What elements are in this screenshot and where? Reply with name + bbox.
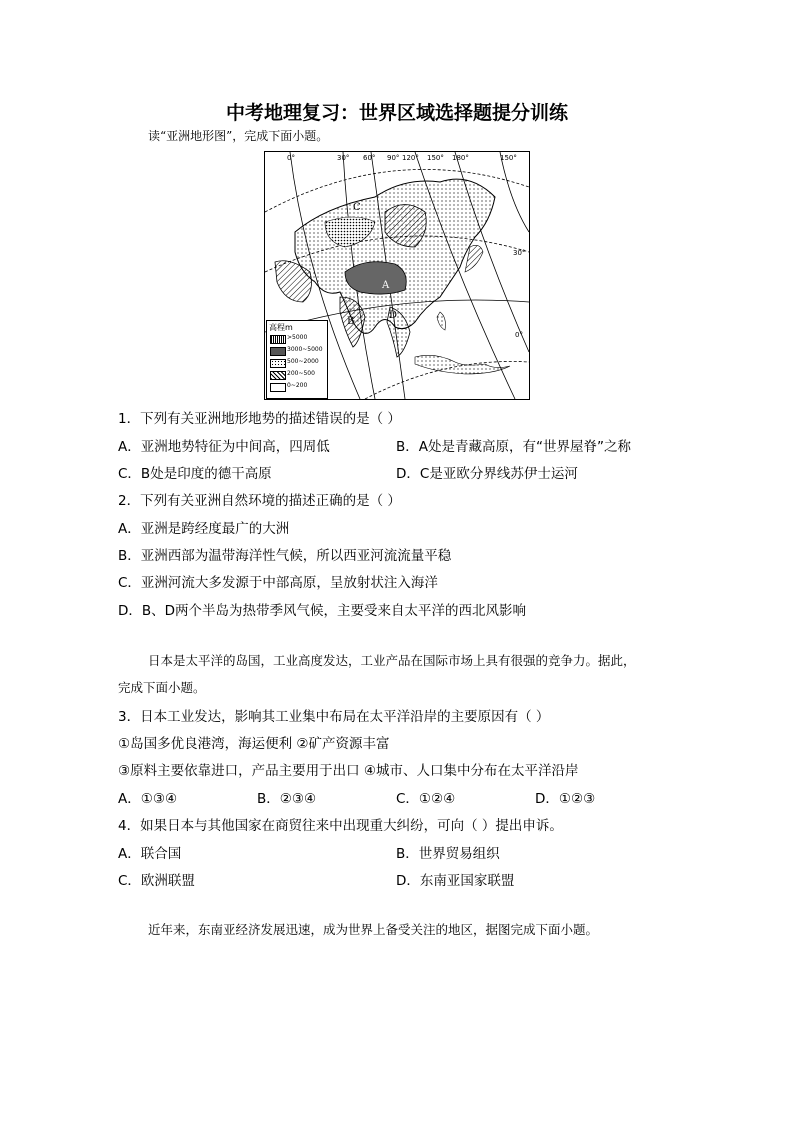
legend-label: 500~2000 xyxy=(287,358,319,365)
lat-label-30: 30° xyxy=(513,249,526,257)
point-label-c: C xyxy=(353,202,361,213)
lon-label-1: 30° xyxy=(337,154,350,162)
lon-label-2: 60° xyxy=(363,154,376,162)
question-1-option-c: C．B处是印度的德干高原 xyxy=(118,466,272,482)
question-3-statement-1: ①岛国多优良港湾，海运便利 ②矿产资源丰富 xyxy=(118,736,390,752)
question-2-option-b: B．亚洲西部为温带海洋性气候，所以西亚河流流量平稳 xyxy=(118,548,452,564)
question-4-stem: 4．如果日本与其他国家在商贸往来中出现重大纠纷，可向（ ）提出申诉。 xyxy=(118,818,563,834)
question-2-stem: 2．下列有关亚洲自然环境的描述正确的是（ ） xyxy=(118,493,401,509)
lon-label-6: 180° xyxy=(452,154,469,162)
lon-label-4: 120° xyxy=(402,154,419,162)
legend-label: 200~500 xyxy=(287,370,315,377)
section1-intro: 读“亚洲地形图”，完成下面小题。 xyxy=(148,129,329,143)
question-3-option-d: D．①②③ xyxy=(535,791,596,807)
legend-label: 0~200 xyxy=(287,382,308,389)
legend-row xyxy=(270,334,326,343)
question-1-stem: 1．下列有关亚洲地形地势的描述错误的是（ ） xyxy=(118,411,401,427)
point-label-b: B xyxy=(347,316,355,327)
lon-label-5: 150° xyxy=(427,154,444,162)
asia-terrain-map xyxy=(264,151,530,400)
question-4-option-d: D．东南亚国家联盟 xyxy=(396,873,515,889)
question-4-option-a: A．联合国 xyxy=(118,846,182,862)
section2-intro-line2: 完成下面小题。 xyxy=(118,680,206,695)
legend-swatch xyxy=(270,383,286,392)
legend-swatch xyxy=(270,347,286,356)
tibetan-plateau xyxy=(345,262,406,294)
question-2-option-d: D．B、D两个半岛为热带季风气候，主要受来自太平洋的西北风影响 xyxy=(118,603,527,619)
philippines-islands xyxy=(437,312,445,330)
question-2-option-a: A．亚洲是跨经度最广的大洲 xyxy=(118,521,290,537)
question-4-option-c: C．欧洲联盟 xyxy=(118,873,195,889)
legend-swatch xyxy=(270,335,286,344)
legend-row xyxy=(270,346,326,355)
legend-swatch xyxy=(270,359,286,368)
section3-intro: 近年来，东南亚经济发展迅速，成为世界上备受关注的地区，据图完成下面小题。 xyxy=(148,922,599,937)
legend-label: 3000~5000 xyxy=(287,346,323,353)
question-3-statement-2: ③原料主要依靠进口，产品主要用于出口 ④城市、人口集中分布在太平洋沿岸 xyxy=(118,763,579,779)
question-3-stem: 3．日本工业发达，影响其工业集中布局在太平洋沿岸的主要原因有（ ） xyxy=(118,709,550,725)
question-1-option-d: D．C是亚欧分界线苏伊士运河 xyxy=(396,466,578,482)
question-3-option-a: A．①③④ xyxy=(118,791,178,807)
question-3-option-b: B．②③④ xyxy=(257,791,317,807)
legend-swatch xyxy=(270,371,286,380)
point-label-a: A xyxy=(382,280,390,291)
question-4-option-b: B．世界贸易组织 xyxy=(396,846,500,862)
question-1-option-b: B．A处是青藏高原，有“世界屋脊”之称 xyxy=(396,439,631,455)
map-legend xyxy=(266,320,328,399)
page-title: 中考地理复习：世界区域选择题提分训练 xyxy=(225,102,568,124)
question-1-option-a: A．亚洲地势特征为中间高，四周低 xyxy=(118,439,330,455)
lon-label-7: 150° xyxy=(500,154,517,162)
lon-label-0: 0° xyxy=(287,154,295,162)
legend-row xyxy=(270,382,326,391)
lon-label-3: 90° xyxy=(387,154,400,162)
section2-intro-line1: 日本是太平洋的岛国，工业高度发达，工业产品在国际市场上具有很强的竞争力。据此， xyxy=(148,653,636,668)
lat-label-0: 0° xyxy=(515,331,523,339)
point-label-d: D xyxy=(389,310,398,321)
legend-row xyxy=(270,370,326,379)
legend-title: 高程m xyxy=(269,323,293,332)
legend-row xyxy=(270,358,326,367)
question-2-option-c: C．亚洲河流大多发源于中部高原，呈放射状注入海洋 xyxy=(118,575,438,591)
legend-label: >5000 xyxy=(287,334,308,341)
question-3-option-c: C．①②④ xyxy=(396,791,456,807)
